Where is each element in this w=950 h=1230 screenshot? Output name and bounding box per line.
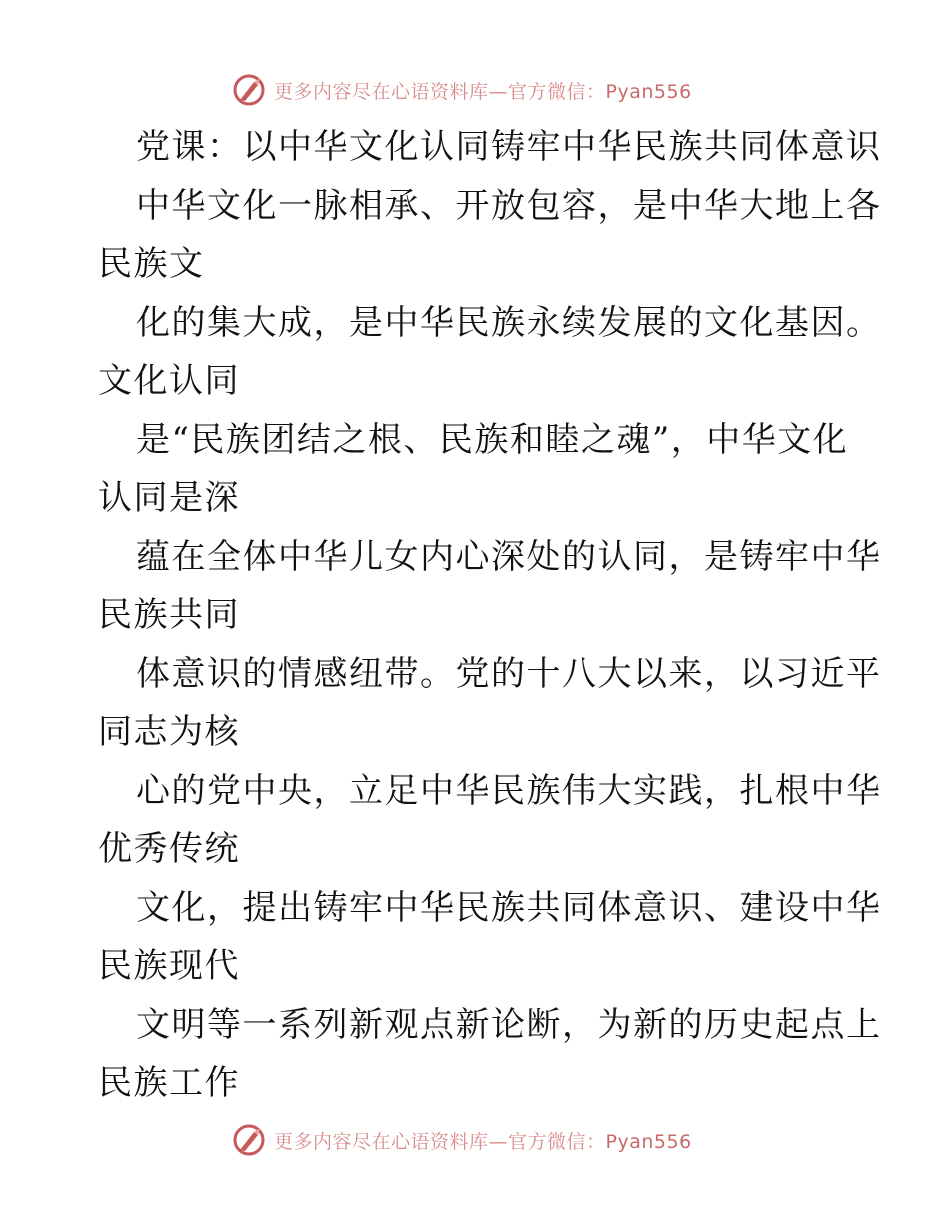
text-line: 文化，提出铸牢中华民族共同体意识、建设中华	[136, 887, 882, 928]
watermark-wechat-id: Pyan556	[605, 1130, 692, 1153]
text-line: 同志为核	[98, 712, 240, 752]
text-line: 民族工作	[98, 1063, 240, 1103]
watermark-wechat-id: Pyan556	[605, 80, 692, 103]
text-line: 中华文化一脉相承、开放包容，是中华大地上各	[136, 185, 882, 226]
text-line: 文化认同	[98, 361, 240, 401]
text-line: 认同是深	[98, 478, 240, 518]
watermark-text: 更多内容尽在心语资料库—官方微信：	[274, 1130, 606, 1153]
text-line: 民族文	[98, 244, 205, 284]
text-line: 蕴在全体中华儿女内心深处的认同，是铸牢中华	[136, 536, 882, 577]
text-line: 是“民族团结之根、民族和睦之魂”，中华文化	[136, 419, 849, 460]
document-title: 党课：以中华文化认同铸牢中华民族共同体意识	[136, 127, 882, 167]
text-line: 体意识的情感纽带。党的十八大以来，以习近平	[136, 653, 882, 694]
quill-pen-icon	[232, 73, 266, 107]
header-watermark	[232, 70, 712, 110]
text-line: 民族现代	[98, 946, 240, 986]
document-body	[98, 118, 882, 1113]
text-line: 心的党中央，立足中华民族伟大实践，扎根中华	[136, 770, 882, 811]
text-line: 文明等一系列新观点新论断，为新的历史起点上	[136, 1004, 882, 1045]
text-line: 优秀传统	[98, 829, 240, 869]
quill-pen-icon	[232, 1123, 266, 1157]
text-line: 化的集大成，是中华民族永续发展的文化基因。	[136, 302, 882, 343]
text-line: 民族共同	[98, 595, 240, 635]
footer-watermark	[232, 1120, 712, 1160]
watermark-text: 更多内容尽在心语资料库—官方微信：	[274, 80, 606, 103]
